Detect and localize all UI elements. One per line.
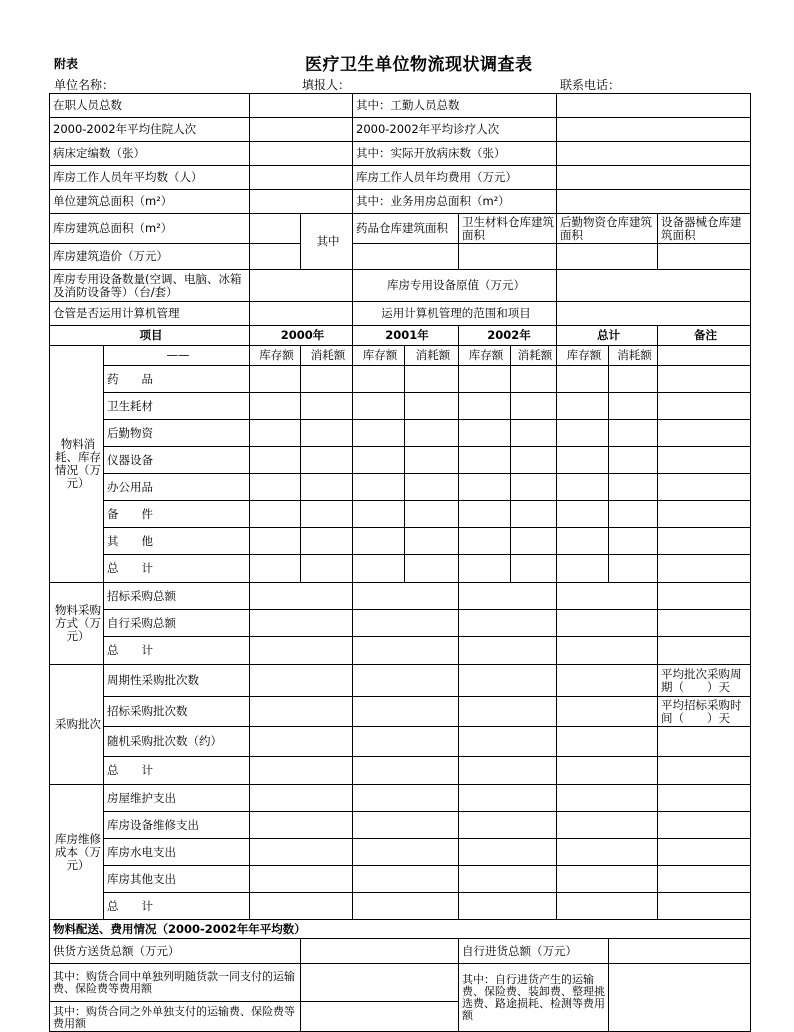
remark-cell[interactable] [658,610,751,637]
warehouse-staff-value[interactable] [250,166,353,190]
table-row [50,610,751,637]
data-cell[interactable] [301,447,353,474]
data-cell[interactable] [459,555,511,583]
data-cell[interactable] [609,420,658,447]
table-row [50,583,751,610]
data-cell[interactable] [353,697,459,727]
data-cell[interactable] [353,420,405,447]
data-cell[interactable] [250,610,353,637]
row-label: 药 品 [104,366,250,393]
data-cell[interactable] [353,393,405,420]
stock-header: 库存额 [250,346,301,366]
row-label: 招标采购总额 [104,583,250,610]
computer-scope-value[interactable] [557,302,751,326]
material-store-area-value[interactable] [459,244,557,270]
table-row [50,118,751,142]
remark-cell[interactable] [658,501,751,528]
self-costs-label: 其中：自行进货产生的运输费、保险费、装卸费、整理挑选费、路途损耗、检测等费用额 [459,964,609,1032]
data-cell[interactable] [353,447,405,474]
data-cell[interactable] [353,555,405,583]
data-cell[interactable] [353,785,459,812]
data-cell[interactable] [557,866,658,893]
data-cell[interactable] [250,501,301,528]
data-cell[interactable] [511,474,557,501]
data-cell[interactable] [353,637,459,665]
table-row [50,447,751,474]
remark-cell[interactable] [658,839,751,866]
staff-logistics-value[interactable] [557,94,751,118]
row-label: 库房水电支出 [104,839,250,866]
special-equip-label: 库房专用设备数量(空调、电脑、冰箱及消防设备等）（台/套） [50,270,250,302]
data-cell[interactable] [405,474,459,501]
of-which-label: 其中 [301,214,353,270]
year-2002-header: 2002年 [459,326,557,346]
page-title: 医疗卫生单位物流现状调查表 [305,55,533,75]
data-cell[interactable] [405,501,459,528]
building-area-label: 单位建筑总面积（m²） [50,190,250,214]
table-row [50,920,751,939]
table-row [50,474,751,501]
data-cell[interactable] [511,528,557,555]
row-label: 仪器设备 [104,447,250,474]
table-row [50,270,751,302]
building-area-value[interactable] [250,190,353,214]
data-cell[interactable] [459,474,511,501]
data-cell[interactable] [459,447,511,474]
consume-header: 消耗额 [405,346,459,366]
data-cell[interactable] [301,474,353,501]
data-cell[interactable] [609,393,658,420]
table-row [50,964,751,1002]
row-label: 总 计 [104,555,250,583]
remark-cell[interactable] [658,727,751,757]
warehouse-cost-value[interactable] [250,244,301,270]
row-label: 周期性采购批次数 [104,665,250,697]
stock-header: 库存额 [353,346,405,366]
warehouse-cost-section-label: 库房维修成本（万元） [50,785,104,920]
row-label: 总 计 [104,893,250,920]
data-cell[interactable] [459,727,557,757]
data-cell[interactable] [557,812,658,839]
logistics-store-area-value[interactable] [557,244,658,270]
row-label: 总 计 [104,757,250,785]
data-cell[interactable] [250,727,353,757]
data-cell[interactable] [353,839,459,866]
drug-store-area-label: 药品仓库建筑面积 [353,214,459,244]
data-cell[interactable] [557,420,609,447]
data-cell[interactable] [511,366,557,393]
table-row [50,214,751,244]
special-equip-original-value[interactable] [557,270,751,302]
staff-logistics-label: 其中：工勤人员总数 [353,94,557,118]
row-label: 后勤物资 [104,420,250,447]
data-cell[interactable] [511,420,557,447]
data-cell[interactable] [557,583,658,610]
data-cell[interactable] [511,501,557,528]
consume-header: 消耗额 [609,346,658,366]
data-cell[interactable] [459,528,511,555]
data-cell[interactable] [557,697,658,727]
data-cell[interactable] [301,420,353,447]
data-cell[interactable] [250,839,353,866]
beds-label: 病床定编数（张） [50,142,250,166]
data-cell[interactable] [301,528,353,555]
self-costs-value[interactable] [609,964,751,1032]
purchase-batch-section-label: 采购批次 [50,665,104,785]
tender-time-note[interactable]: 平均招标采购时间（ ）天 [658,697,751,727]
table-row [50,190,751,214]
warehouse-staff-label: 库房工作人员年平均数（人） [50,166,250,190]
table-row [50,166,751,190]
inpatient-label: 2000-2002年平均住院人次 [50,118,250,142]
data-cell[interactable] [250,420,301,447]
equipment-store-area-label: 设备器械仓库建筑面积 [658,214,751,244]
remark-cell[interactable] [658,393,751,420]
table-row [50,697,751,727]
remark-cell[interactable] [658,447,751,474]
data-cell[interactable] [353,610,459,637]
contract-included-value[interactable] [301,964,459,1002]
table-row [50,785,751,812]
outpatient-label: 2000-2002年平均诊疗人次 [353,118,557,142]
remark-cell[interactable] [658,528,751,555]
consumption-section-label: 物料消耗、库存情况（万元） [50,346,104,583]
remark-cell[interactable] [658,893,751,920]
data-cell[interactable] [557,366,609,393]
data-cell[interactable] [250,528,301,555]
business-area-value[interactable] [557,190,751,214]
data-cell[interactable] [250,637,353,665]
supplier-delivery-value[interactable] [301,939,459,964]
data-cell[interactable] [353,893,459,920]
remark-header: 备注 [658,326,751,346]
stock-header: 库存额 [557,346,609,366]
attachment-label: 附表 [54,57,79,71]
data-cell[interactable] [511,393,557,420]
remark-cell[interactable] [658,420,751,447]
warehouse-staff-cost-label: 库房工作人员年均费用（万元） [353,166,557,190]
data-cell[interactable] [405,447,459,474]
row-label: 办公用品 [104,474,250,501]
data-cell[interactable] [353,366,405,393]
data-cell[interactable] [353,866,459,893]
data-cell[interactable] [459,839,557,866]
warehouse-area-value[interactable] [250,214,301,244]
data-cell[interactable] [250,555,301,583]
data-cell[interactable] [609,474,658,501]
contract-included-label: 其中：购货合同中单独列明随货款一同支付的运输费、保险费等费用额 [50,964,301,1002]
business-area-label: 其中：业务用房总面积（m²） [353,190,557,214]
data-cell[interactable] [459,866,557,893]
supplier-delivery-label: 供货方送货总额（万元） [50,939,301,964]
data-cell[interactable] [459,812,557,839]
data-cell[interactable] [609,447,658,474]
consume-header: 消耗额 [511,346,557,366]
grid-subheader-row [50,346,751,366]
data-cell[interactable] [557,555,609,583]
table-row [50,727,751,757]
table-row [50,420,751,447]
row-label: 招标采购批次数 [104,697,250,727]
data-cell[interactable] [557,501,609,528]
data-cell[interactable] [459,697,557,727]
item-header: 项目 [50,326,250,346]
beds-open-label: 其中：实际开放病床数（张） [353,142,557,166]
data-cell[interactable] [250,474,301,501]
self-purchase-value[interactable] [609,939,751,964]
data-cell[interactable] [250,893,353,920]
table-row [50,302,751,326]
unit-name-label: 单位名称： [54,78,115,92]
table-row [50,244,751,270]
computer-mgmt-label: 仓管是否运用计算机管理 [50,302,250,326]
data-cell[interactable] [557,757,658,785]
data-cell[interactable] [459,501,511,528]
remark-cell[interactable] [658,555,751,583]
beds-open-value[interactable] [557,142,751,166]
data-cell[interactable] [405,420,459,447]
consume-header: 消耗额 [301,346,353,366]
table-row [50,366,751,393]
data-cell[interactable] [459,893,557,920]
data-cell[interactable] [609,501,658,528]
data-cell[interactable] [301,393,353,420]
warehouse-area-label: 库房建筑总面积（m²） [50,214,250,244]
data-cell[interactable] [250,447,301,474]
data-cell[interactable] [353,757,459,785]
data-cell[interactable] [353,665,459,697]
data-cell[interactable] [557,474,609,501]
remark-cell[interactable] [658,637,751,665]
remark-cell[interactable] [658,583,751,610]
data-cell[interactable] [250,583,353,610]
staff-total-value[interactable] [250,94,353,118]
data-cell[interactable] [250,866,353,893]
table-row [50,866,751,893]
table-row [50,528,751,555]
table-row [50,939,751,964]
row-label: 库房其他支出 [104,866,250,893]
dash-label: —— [104,346,250,366]
remark-cell[interactable] [658,812,751,839]
remark-cell[interactable] [658,346,751,366]
data-cell[interactable] [511,555,557,583]
data-cell[interactable] [459,393,511,420]
data-cell[interactable] [609,366,658,393]
data-cell[interactable] [557,528,609,555]
purchase-mode-section-label: 物料采购方式（万元） [50,583,104,665]
data-cell[interactable] [459,757,557,785]
data-cell[interactable] [459,637,557,665]
remark-cell[interactable] [658,366,751,393]
remark-cell[interactable] [658,785,751,812]
row-label: 总 计 [104,637,250,665]
data-cell[interactable] [459,420,511,447]
data-cell[interactable] [250,366,301,393]
data-cell[interactable] [250,757,353,785]
data-cell[interactable] [250,393,301,420]
batch-cycle-note[interactable]: 平均批次采购周期（ ）天 [658,665,751,697]
data-cell[interactable] [557,665,658,697]
special-equip-value[interactable] [250,270,353,302]
delivery-section-heading: 物料配送、费用情况（2000-2002年年平均数） [50,920,751,939]
data-cell[interactable] [353,727,459,757]
data-cell[interactable] [557,785,658,812]
data-cell[interactable] [557,610,658,637]
remark-cell[interactable] [658,866,751,893]
table-row [50,637,751,665]
data-cell[interactable] [557,839,658,866]
table-row [50,757,751,785]
phone-label: 联系电话： [560,78,621,92]
stock-header: 库存额 [459,346,511,366]
data-cell[interactable] [459,583,557,610]
table-row [50,142,751,166]
row-label: 库房设备维修支出 [104,812,250,839]
data-cell[interactable] [405,366,459,393]
remark-cell[interactable] [658,474,751,501]
inpatient-value[interactable] [250,118,353,142]
data-cell[interactable] [301,501,353,528]
row-label: 房屋维护支出 [104,785,250,812]
data-cell[interactable] [557,637,658,665]
data-cell[interactable] [459,785,557,812]
year-2001-header: 2001年 [353,326,459,346]
drug-store-area-value[interactable] [353,244,459,270]
data-cell[interactable] [405,393,459,420]
special-equip-value-label: 库房专用设备原值（万元） [353,270,557,302]
data-cell[interactable] [405,528,459,555]
table-row [50,893,751,920]
computer-mgmt-value[interactable] [250,302,353,326]
filler-label: 填报人： [302,78,351,92]
computer-scope-label: 运用计算机管理的范围和项目 [353,302,557,326]
table-row [50,555,751,583]
data-cell[interactable] [511,447,557,474]
data-cell[interactable] [353,812,459,839]
self-purchase-label: 自行进货总额（万元） [459,939,609,964]
data-cell[interactable] [301,555,353,583]
data-cell[interactable] [250,785,353,812]
row-label: 自行采购总额 [104,610,250,637]
row-label: 卫生耗材 [104,393,250,420]
data-cell[interactable] [557,447,609,474]
data-cell[interactable] [609,555,658,583]
survey-table [49,93,751,1032]
contract-separate-value[interactable] [301,1002,459,1032]
data-cell[interactable] [459,665,557,697]
data-cell[interactable] [557,893,658,920]
row-label: 随机采购批次数（约） [104,727,250,757]
row-label: 其 他 [104,528,250,555]
remark-cell[interactable] [658,757,751,785]
grid-header-row [50,326,751,346]
table-row [50,393,751,420]
table-row [50,665,751,697]
data-cell[interactable] [301,366,353,393]
beds-value[interactable] [250,142,353,166]
data-cell[interactable] [353,583,459,610]
row-label: 备 件 [104,501,250,528]
table-row [50,839,751,866]
year-2000-header: 2000年 [250,326,353,346]
table-row [50,94,751,118]
data-cell[interactable] [353,474,405,501]
data-cell[interactable] [557,393,609,420]
data-cell[interactable] [353,501,405,528]
logistics-store-area-label: 后勤物资仓库建筑面积 [557,214,658,244]
table-row [50,501,751,528]
data-cell[interactable] [609,528,658,555]
data-cell[interactable] [557,727,658,757]
data-cell[interactable] [459,366,511,393]
warehouse-cost-label: 库房建筑造价（万元） [50,244,250,270]
contract-separate-label: 其中：购货合同之外单独支付的运输费、保险费等费用额 [50,1002,301,1032]
outpatient-value[interactable] [557,118,751,142]
data-cell[interactable] [250,697,353,727]
material-store-area-label: 卫生材料仓库建筑面积 [459,214,557,244]
table-row [50,812,751,839]
data-cell[interactable] [459,610,557,637]
equipment-store-area-value[interactable] [658,244,751,270]
data-cell[interactable] [250,665,353,697]
staff-total-label: 在职人员总数 [50,94,250,118]
data-cell[interactable] [250,812,353,839]
total-header: 总计 [557,326,658,346]
warehouse-staff-cost-value[interactable] [557,166,751,190]
data-cell[interactable] [405,555,459,583]
data-cell[interactable] [353,528,405,555]
